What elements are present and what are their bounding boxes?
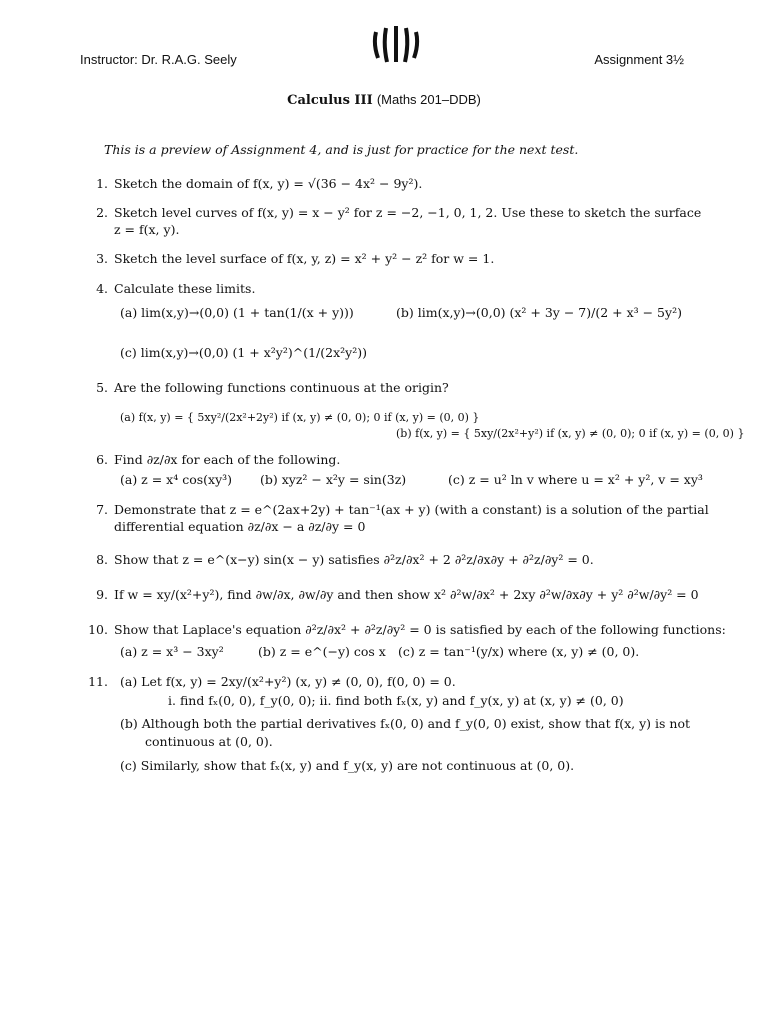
question-number: 3. — [96, 251, 108, 266]
question-part: (a) z = x⁴ cos(xy³) — [120, 472, 233, 487]
course-title — [0, 92, 768, 108]
question-number: 4. — [96, 281, 108, 296]
intro-text: This is a preview of Assignment 4, and is just for practice for the next test. — [104, 142, 579, 157]
course-code: (Maths 201–DDB) — [376, 92, 481, 107]
question-text: Find ∂z/∂x for each of the following. — [114, 452, 341, 467]
question-part: (c) Similarly, show that fₓ(x, y) and f_y(x, y) are not continuous at (0, 0). — [120, 758, 575, 773]
question-part: (b) xyz² − x²y = sin(3z) — [260, 472, 407, 487]
question-part: (a) lim(x,y)→(0,0) (1 + tan(1/(x + y))) — [120, 305, 354, 320]
question-text: If w = xy/(x²+y²), find ∂w/∂x, ∂w/∂y and then show x² ∂²w/∂x² + 2xy ∂²w/∂x∂y + y² ∂²w/∂y² = 0 — [114, 587, 699, 602]
instructor-label: Instructor: Dr. R.A.G. Seely — [80, 52, 237, 67]
question-text-continued: z = f(x, y). — [114, 222, 180, 237]
question-number: 9. — [96, 587, 108, 602]
course-name: Calculus III — [287, 93, 373, 108]
question-text: Sketch the level surface of f(x, y, z) = x² + y² − z² for w = 1. — [114, 251, 495, 266]
question-number: 11. — [88, 674, 108, 689]
assignment-label: Assignment 3½ — [594, 52, 684, 67]
question-number: 2. — [96, 205, 108, 220]
question-part: (c) z = u² ln v where u = x² + y², v = xy³ — [448, 472, 703, 487]
question-part: (b) lim(x,y)→(0,0) (x² + 3y − 7)/(2 + x³ − 5y²) — [396, 305, 682, 320]
question-part: (c) z = tan⁻¹(y/x) where (x, y) ≠ (0, 0). — [398, 644, 640, 659]
question-text: Sketch level curves of f(x, y) = x − y² for z = −2, −1, 0, 1, 2. Use these to sketch the surface — [114, 205, 702, 220]
question-text: Show that z = e^(x−y) sin(x − y) satisfies ∂²z/∂x² + 2 ∂²z/∂x∂y + ∂²z/∂y² = 0. — [114, 552, 594, 567]
question-part: (c) lim(x,y)→(0,0) (1 + x²y²)^(1/(2x²y²)) — [120, 345, 367, 360]
question-part: (a) z = x³ − 3xy² — [120, 644, 224, 659]
question-text: Calculate these limits. — [114, 281, 256, 296]
question-number: 5. — [96, 380, 108, 395]
question-number: 8. — [96, 552, 108, 567]
question-text: Show that Laplace's equation ∂²z/∂x² + ∂²z/∂y² = 0 is satisfied by each of the following functions: — [114, 622, 726, 637]
question-number: 6. — [96, 452, 108, 467]
question-subpart: i. find fₓ(0, 0), f_y(0, 0); ii. find both fₓ(x, y) and f_y(x, y) at (x, y) ≠ (0, 0) — [168, 693, 624, 708]
question-part: (a) Let f(x, y) = 2xy/(x²+y²) (x, y) ≠ (0, 0), f(0, 0) = 0. — [120, 674, 456, 689]
university-logo-icon — [372, 24, 420, 64]
question-part: (b) f(x, y) = { 5xy/(2x²+y²) if (x, y) ≠ (0, 0); 0 if (x, y) = (0, 0) } — [396, 427, 745, 440]
question-part: (b) Although both the partial derivatives fₓ(0, 0) and f_y(0, 0) exist, show that f(x, y) is not — [120, 716, 690, 731]
question-part-continued: continuous at (0, 0). — [145, 734, 273, 749]
question-part: (a) f(x, y) = { 5xy²/(2x²+2y²) if (x, y) ≠ (0, 0); 0 if (x, y) = (0, 0) } — [120, 411, 480, 424]
question-text: Sketch the domain of f(x, y) = √(36 − 4x² − 9y²). — [114, 176, 423, 191]
question-number: 1. — [96, 176, 108, 191]
question-part: (b) z = e^(−y) cos x — [258, 644, 386, 659]
question-number: 10. — [88, 622, 108, 637]
question-number: 7. — [96, 502, 108, 517]
question-text-continued: differential equation ∂z/∂x − a ∂z/∂y = 0 — [114, 519, 366, 534]
question-text: Are the following functions continuous at the origin? — [114, 380, 449, 395]
question-text: Demonstrate that z = e^(2ax+2y) + tan⁻¹(ax + y) (with a constant) is a solution of the partial — [114, 502, 709, 517]
